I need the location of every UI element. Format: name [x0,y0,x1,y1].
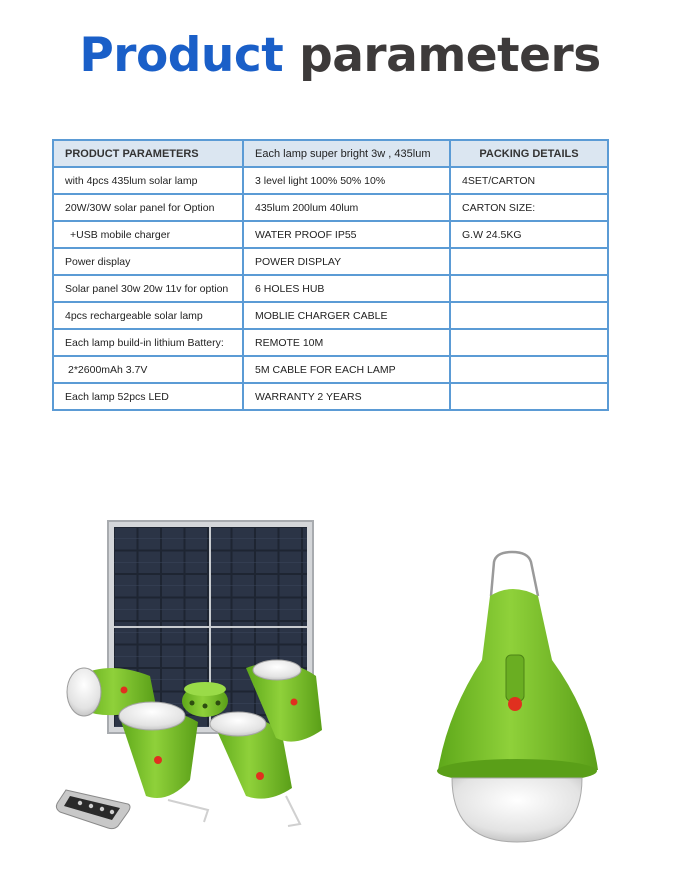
header-cell: PRODUCT PARAMETERS [53,140,243,167]
table-row [53,302,608,329]
page-title [0,28,680,83]
table-cell: Each lamp build-in lithium Battery: [53,329,243,356]
title-word-product: Product [79,28,284,83]
table-cell: WATER PROOF IP55 [243,221,450,248]
table-cell: G.W 24.5KG [450,221,608,248]
table-cell: 3 level light 100% 50% 10% [243,167,450,194]
table-row [53,221,608,248]
table-row [53,167,608,194]
table-header-row [53,140,608,167]
product-photo [0,470,680,894]
table-cell [450,356,608,383]
hub-icon [182,682,228,717]
table-cell: CARTON SIZE: [450,194,608,221]
table-row [53,194,608,221]
table-cell: WARRANTY 2 YEARS [243,383,450,410]
large-lamp-icon [437,552,598,842]
parameters-table [52,139,609,411]
table-cell [450,248,608,275]
table-cell: POWER DISPLAY [243,248,450,275]
table-cell: 4pcs rechargeable solar lamp [53,302,243,329]
table-cell [450,275,608,302]
table-cell: +USB mobile charger [53,221,243,248]
table-row [53,356,608,383]
table-cell: with 4pcs 435lum solar lamp [53,167,243,194]
remote-control-icon [56,790,130,829]
table-row [53,383,608,410]
header-cell: Each lamp super bright 3w , 435lum [243,140,450,167]
table-cell: 20W/30W solar panel for Option [53,194,243,221]
table-cell [450,329,608,356]
table-cell: 6 HOLES HUB [243,275,450,302]
table-cell [450,383,608,410]
table-row [53,275,608,302]
table-row [53,329,608,356]
title-word-parameters: parameters [299,28,601,83]
table-cell: 2*2600mAh 3.7V [53,356,243,383]
table-cell: 4SET/CARTON [450,167,608,194]
table-cell: Each lamp 52pcs LED [53,383,243,410]
table-cell: MOBLIE CHARGER CABLE [243,302,450,329]
table-cell: 5M CABLE FOR EACH LAMP [243,356,450,383]
table-cell: Power display [53,248,243,275]
table-cell: Solar panel 30w 20w 11v for option [53,275,243,302]
table-cell: REMOTE 10M [243,329,450,356]
table-row [53,248,608,275]
header-cell: PACKING DETAILS [450,140,608,167]
table-cell: 435lum 200lum 40lum [243,194,450,221]
table-cell [450,302,608,329]
